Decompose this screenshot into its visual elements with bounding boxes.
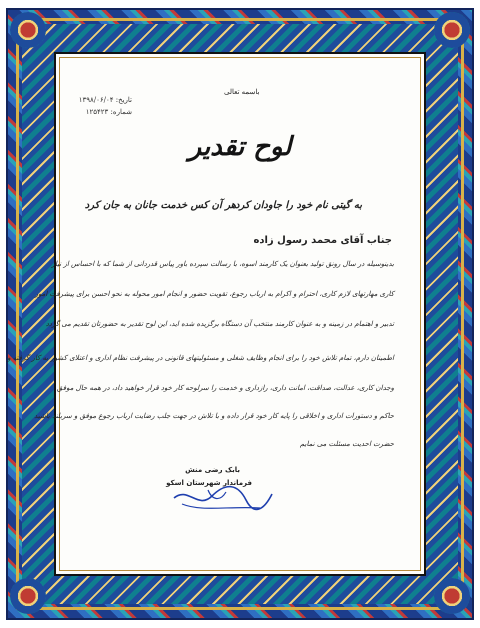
corner-rosette-top-left bbox=[10, 12, 46, 48]
body-line: بدینوسیله در سال رونق تولید بعنوان یک کارمند اسوه، با رسالت سپرده باور پیاس قدردانی از شما که با احساس از نیاز bbox=[51, 260, 394, 268]
body-line: وجدان کاری، عدالت، صداقت، امانت داری، رازداری و خدمت را سرلوحه کار خود قرار خواهید داد، در همه حال موفق bbox=[56, 384, 394, 392]
corner-rosette-top-right bbox=[434, 12, 470, 48]
body-line: اطمینان دارم، تمام تلاش خود را برای انجام وظایف شغلی و مسئولیتهای قانونی در پیشرفت نظام اداری و اعتلای کشور به کار گرفته و bbox=[7, 354, 394, 362]
recipient-name: جناب آقای محمد رسول زاده bbox=[253, 235, 392, 246]
number-line: شماره: ۱۲۵۴۲۳ bbox=[85, 108, 132, 116]
body-line: کاری مهارتهای لازم کاری، احترام و اکرام به ارباب رجوع، تقویت حضور و انجام امور محوله به نحو احسن برای پیشرفت امور bbox=[34, 290, 394, 298]
handwritten-signature bbox=[168, 476, 278, 516]
body-line: حضرت احدیت مسئلت می نمایم bbox=[299, 440, 394, 448]
body-line: حاکم و دستورات اداری و اخلاقی را پایه کار خود قرار داده و با تلاش در جهت جلب رضایت ارباب رجوع موفق و سربلند باشید bbox=[34, 412, 394, 420]
corner-rosette-bottom-right bbox=[434, 578, 470, 614]
date-line: تاریخ: ۱۳۹۸/۰۶/۰۴ bbox=[78, 96, 132, 104]
signer-title: فرماندار شهرستان اسکو bbox=[166, 479, 252, 487]
poem-hemistich-left: به گیتی نام خود را جاودان کرد bbox=[235, 200, 362, 211]
corner-rosette-bottom-left bbox=[10, 578, 46, 614]
signer-name: بابک رضی منش bbox=[185, 466, 240, 474]
certificate-title: لوح تقدیر bbox=[188, 132, 292, 162]
body-line: تدبیر و اهتمام در زمینه و به عنوان کارمند منتخب آن دستگاه برگزیده شده اید، این لوح تقدیر به حضورتان تقدیم می گردد bbox=[45, 320, 394, 328]
poem-hemistich-right: هر آن کس خدمت جانان به جان کرد bbox=[84, 200, 236, 211]
basmala: باسمه تعالی bbox=[224, 88, 260, 96]
